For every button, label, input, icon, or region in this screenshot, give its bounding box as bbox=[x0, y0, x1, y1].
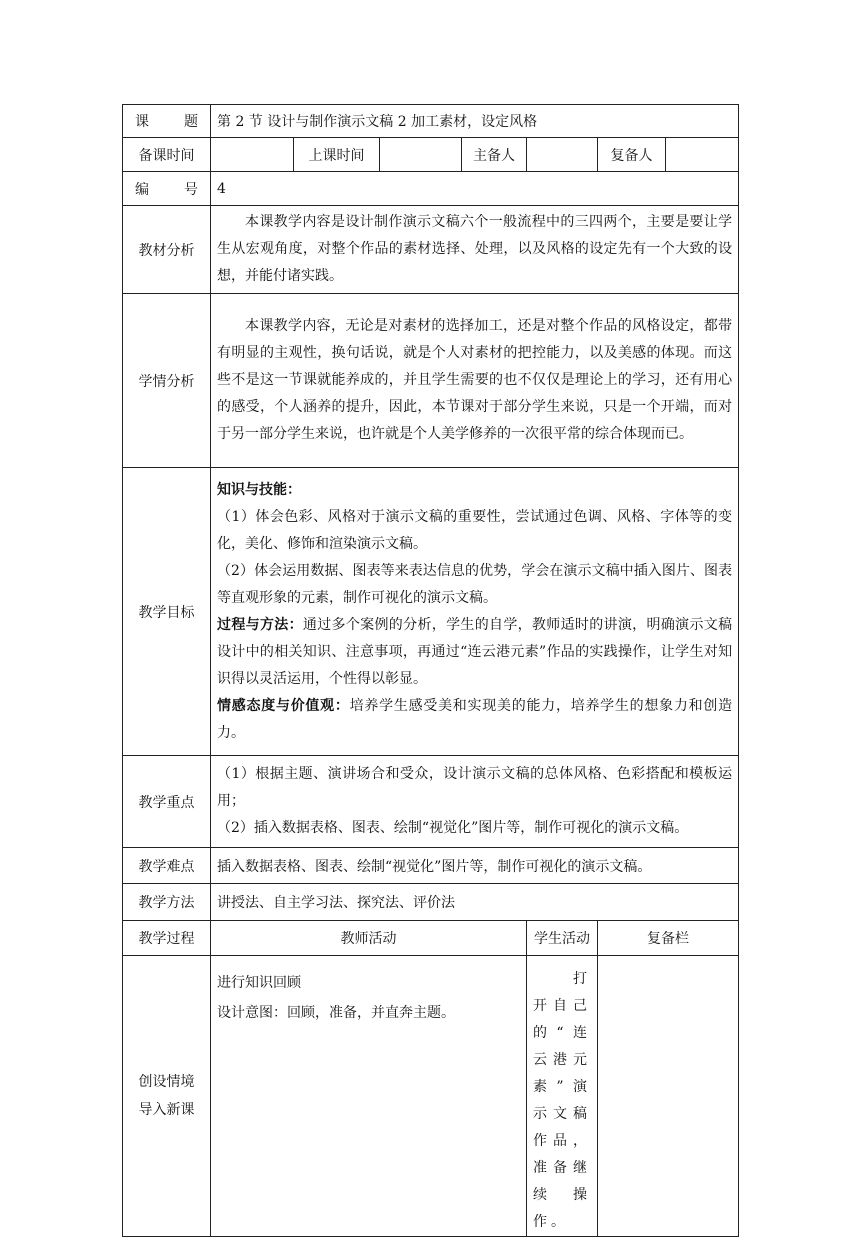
number-row bbox=[123, 172, 739, 206]
goal-item-1: （1）体会色彩、风格对于演示文稿的重要性，尝试通过色调、风格、字体等的变化，美化、修饰和渲染演示文稿。 bbox=[217, 508, 733, 552]
teaching-goals-content bbox=[211, 468, 739, 756]
student-analysis-row bbox=[123, 294, 739, 468]
class-time-value bbox=[380, 138, 462, 172]
number-label-char-2: 号 bbox=[184, 181, 198, 198]
key-points-label: 教学重点 bbox=[123, 756, 211, 848]
student-activity-cell bbox=[527, 956, 598, 1237]
teacher-activity-header: 教师活动 bbox=[211, 921, 527, 956]
material-analysis-label: 教材分析 bbox=[123, 206, 211, 294]
key-point-1: （1）根据主题、演讲场合和受众，设计演示文稿的总体风格、色彩搭配和模板运用； bbox=[217, 766, 733, 809]
co-preparer-label: 复备人 bbox=[598, 138, 666, 172]
topic-label-char-2: 题 bbox=[184, 114, 198, 130]
student-activity-text: 打开自己的“连云港元素”演示文稿作品，准备继续操作。 bbox=[533, 971, 591, 1230]
material-analysis-row bbox=[123, 206, 739, 294]
prep-time-label: 备课时间 bbox=[123, 138, 211, 172]
attitude-goal bbox=[217, 693, 732, 747]
methods-text: 讲授法、自主学习法、探究法、评价法 bbox=[211, 884, 739, 921]
time-row bbox=[123, 138, 739, 172]
methods-row bbox=[123, 884, 739, 921]
student-analysis-text: 本课教学内容，无论是对素材的选择加工，还是对整个作品的风格设定，都带有明显的主观性，换句话说，就是个人对素材的把控能力，以及美感的体现。而这些不是这一节课就能养成的，并且学生需要的也不仅仅是理论上的学习，还有用心的感受，个人涵养的提升，因此，本节课对于部分学生来说，只是一个开端，而对于另一部分学生来说，也许就是个人美学修养的一次很平常的综合体现而已。 bbox=[211, 294, 739, 468]
key-points-row bbox=[123, 756, 739, 848]
review-cell bbox=[598, 956, 739, 1237]
review-column-header: 复备栏 bbox=[598, 921, 739, 956]
student-activity-header: 学生活动 bbox=[527, 921, 598, 956]
number-label bbox=[123, 172, 211, 206]
process-header-row bbox=[123, 921, 739, 956]
attitude-title: 情感态度与价值观： bbox=[217, 697, 350, 714]
teacher-activity-cell bbox=[211, 956, 527, 1237]
topic-row bbox=[123, 105, 739, 138]
process-title: 过程与方法： bbox=[217, 616, 303, 633]
stage-label bbox=[123, 956, 211, 1237]
teacher-activity-line-1: 进行知识回顾 bbox=[217, 975, 301, 991]
class-time-label: 上课时间 bbox=[294, 138, 380, 172]
key-point-2: （2）插入数据表格、图表、绘制“视觉化”图片等，制作可视化的演示文稿。 bbox=[217, 820, 689, 836]
lesson-plan-table bbox=[122, 104, 739, 1237]
teaching-goals-row bbox=[123, 468, 739, 756]
teaching-goals-label: 教学目标 bbox=[123, 468, 211, 756]
process-label: 教学过程 bbox=[123, 921, 211, 956]
stage-row bbox=[123, 956, 739, 1237]
student-analysis-label: 学情分析 bbox=[123, 294, 211, 468]
number-value: 4 bbox=[211, 172, 739, 206]
lead-preparer-value bbox=[527, 138, 598, 172]
goal-item-2: （2）体会运用数据、图表等来表达信息的优势，学会在演示文稿中插入图片、图表等直观形象的元素，制作可视化的演示文稿。 bbox=[217, 562, 733, 606]
topic-value: 第 2 节 设计与制作演示文稿 2 加工素材，设定风格 bbox=[211, 105, 739, 138]
process-text: 通过多个案例的分析，学生的自学，教师适时的讲演，明确演示文稿设计中的相关知识、注意事项，再通过“连云港元素”作品的实践操作，让学生对知识得以灵活运用，个性得以彰显。 bbox=[217, 616, 733, 687]
difficulties-text: 插入数据表格、图表、绘制“视觉化”图片等，制作可视化的演示文稿。 bbox=[211, 848, 739, 884]
number-label-char-1: 编 bbox=[135, 181, 149, 198]
topic-label-char-1: 课 bbox=[135, 114, 149, 130]
topic-label bbox=[123, 105, 211, 138]
material-analysis-text: 本课教学内容是设计制作演示文稿六个一般流程中的三四两个，主要是要让学生从宏观角度，对整个作品的素材选择、处理，以及风格的设定先有一个大致的设想，并能付诸实践。 bbox=[211, 206, 739, 294]
methods-label: 教学方法 bbox=[123, 884, 211, 921]
difficulties-label: 教学难点 bbox=[123, 848, 211, 884]
process-goal bbox=[217, 612, 732, 693]
prep-time-value bbox=[211, 138, 294, 172]
knowledge-title: 知识与技能： bbox=[217, 481, 301, 498]
stage-label-line-1: 创设情境 bbox=[138, 1074, 195, 1090]
stage-label-line-2: 导入新课 bbox=[138, 1102, 195, 1118]
difficulties-row bbox=[123, 848, 739, 884]
attitude-text: 培养学生感受美和实现美的能力，培养学生的想象力和创造力。 bbox=[217, 697, 733, 741]
key-points-content bbox=[211, 756, 739, 848]
lesson-plan-sheet bbox=[122, 104, 738, 1237]
teacher-activity-line-2: 设计意图：回顾，准备，并直奔主题。 bbox=[217, 1005, 455, 1021]
lead-preparer-label: 主备人 bbox=[462, 138, 527, 172]
co-preparer-value bbox=[666, 138, 739, 172]
